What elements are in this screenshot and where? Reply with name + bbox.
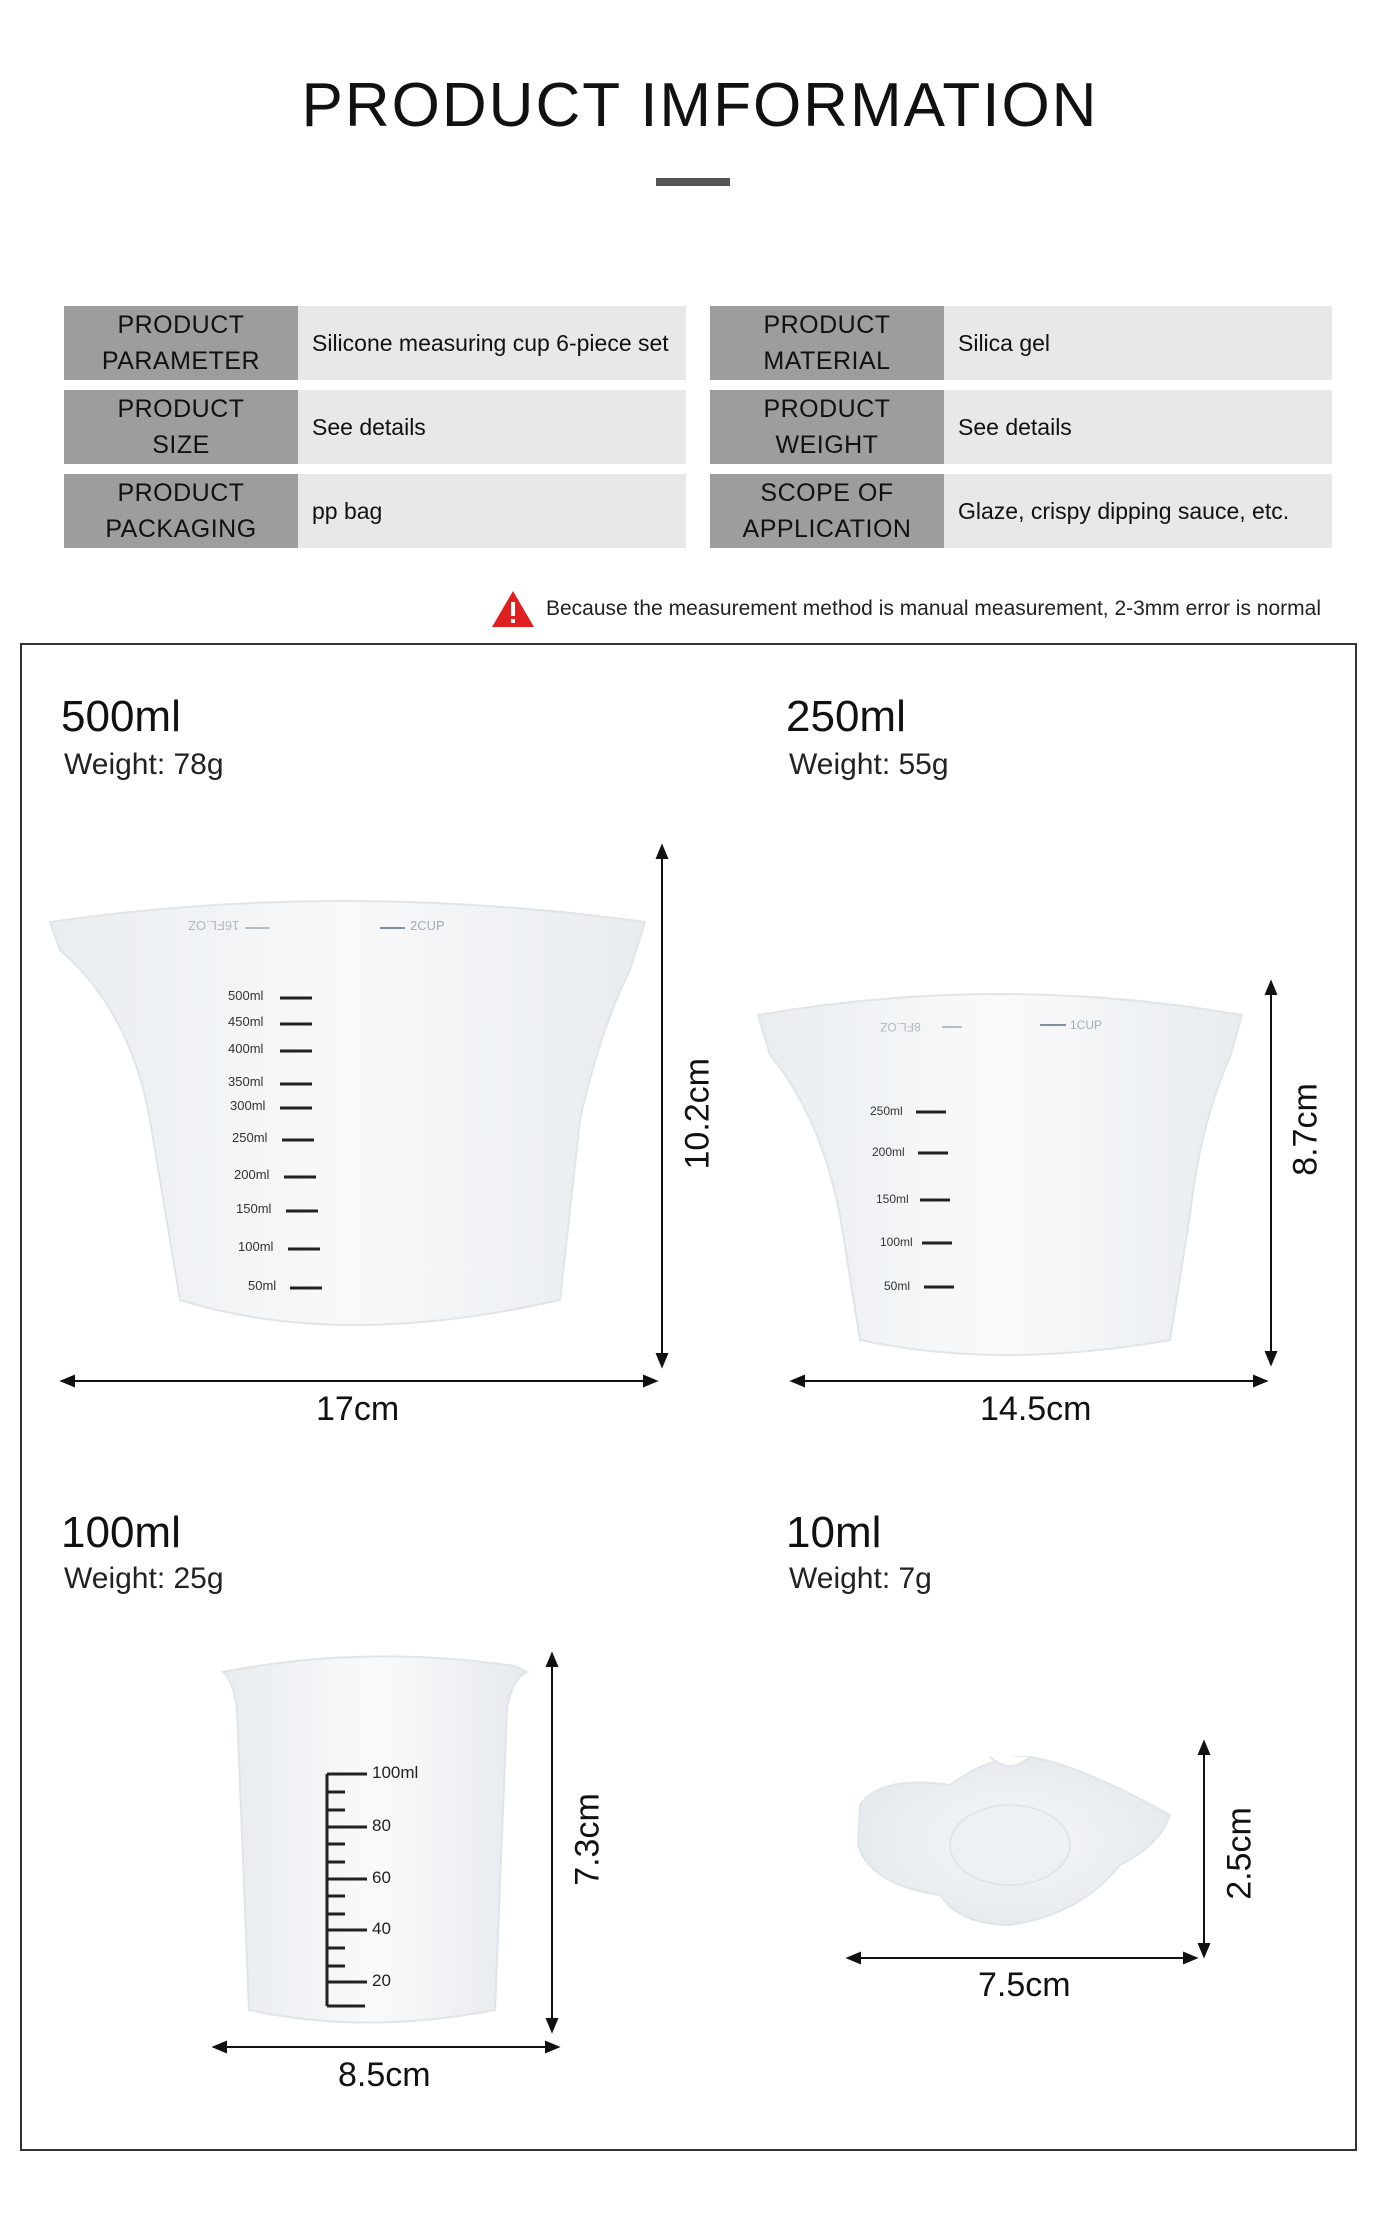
spec-label: PRODUCT PARAMETER	[64, 306, 298, 380]
spec-value: Silicone measuring cup 6-piece set	[298, 306, 686, 380]
scale-label: 450ml	[228, 1014, 264, 1029]
cup-height: 10.2cm	[678, 1058, 717, 1170]
spec-label: PRODUCT SIZE	[64, 390, 298, 464]
scale-label: 150ml	[236, 1201, 272, 1216]
spec-label: PRODUCT WEIGHT	[710, 390, 944, 464]
notice-text: Because the measurement method is manual measurement, 2-3mm error is normal	[546, 597, 1321, 620]
scale-label: 200ml	[234, 1167, 270, 1182]
scale-label: 150ml	[876, 1192, 909, 1206]
scale-label: 250ml	[232, 1130, 268, 1145]
spec-label: PRODUCT PACKAGING	[64, 474, 298, 548]
scale-label: 200ml	[872, 1145, 905, 1159]
spec-value: pp bag	[298, 474, 686, 548]
top-mark: 2CUP	[410, 918, 445, 933]
cup-250ml-image	[750, 975, 1250, 1360]
scale-label: 40	[372, 1919, 391, 1938]
spec-label: SCOPE OF APPLICATION	[710, 474, 944, 548]
spec-label: PRODUCT MATERIAL	[710, 306, 944, 380]
scale-label: 400ml	[228, 1041, 264, 1056]
cup-width: 7.5cm	[978, 1966, 1071, 2004]
scale-label: 100ml	[880, 1235, 913, 1249]
scale-label: 20	[372, 1971, 391, 1990]
cup-weight: Weight: 55g	[789, 748, 949, 781]
spec-value: See details	[944, 390, 1332, 464]
cup-capacity: 100ml	[61, 1508, 181, 1557]
cup-width: 14.5cm	[980, 1390, 1092, 1428]
cup-width: 17cm	[316, 1390, 400, 1428]
scale-label: 300ml	[230, 1098, 266, 1113]
scale-label: 500ml	[228, 988, 264, 1003]
top-mark: 1CUP	[1070, 1018, 1103, 1032]
cup-height: 7.3cm	[568, 1793, 607, 1886]
spec-value: Glaze, crispy dipping sauce, etc.	[944, 474, 1332, 548]
scale-label: 250ml	[870, 1104, 903, 1118]
scale-label: 50ml	[248, 1278, 277, 1293]
spec-value: Silica gel	[944, 306, 1332, 380]
scale-label: 80	[372, 1816, 391, 1835]
cup-capacity: 500ml	[61, 692, 181, 741]
cup-weight: Weight: 25g	[64, 1562, 224, 1595]
top-mark: 8FL.OZ	[880, 1020, 921, 1034]
page-title: PRODUCT IMFORMATION	[301, 71, 1099, 140]
cup-weight: Weight: 7g	[789, 1562, 932, 1595]
top-mark: 16FL.OZ	[188, 918, 240, 933]
cup-height: 8.7cm	[1286, 1083, 1325, 1176]
cup-10ml-image	[840, 1735, 1180, 1945]
scale-label: 350ml	[228, 1074, 264, 1089]
spec-value: See details	[298, 390, 686, 464]
cup-capacity: 10ml	[786, 1508, 882, 1557]
scale-label: 50ml	[884, 1279, 911, 1293]
scale-label: 60	[372, 1868, 391, 1887]
scale-label: 100ml	[238, 1239, 274, 1254]
scale-label: 100ml	[372, 1763, 419, 1782]
cup-height: 2.5cm	[1220, 1807, 1259, 1900]
cup-capacity: 250ml	[786, 692, 906, 741]
cup-weight: Weight: 78g	[64, 748, 224, 781]
cup-width: 8.5cm	[338, 2056, 431, 2094]
